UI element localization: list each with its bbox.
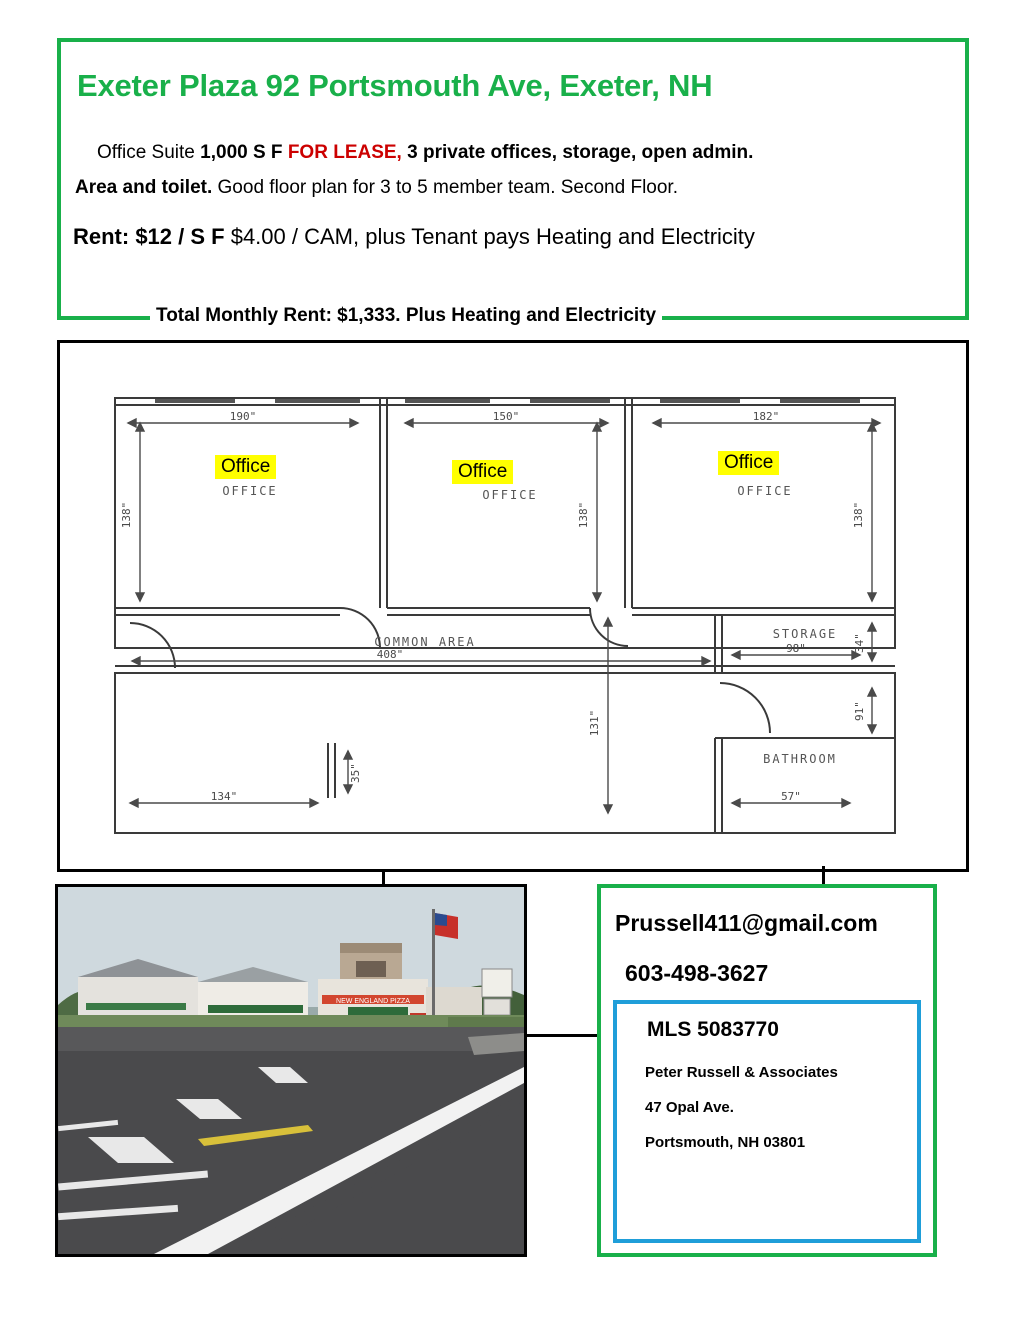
svg-text:NEW ENGLAND PIZZA: NEW ENGLAND PIZZA [336, 998, 410, 1005]
svg-text:91": 91" [853, 701, 866, 721]
features-text: 3 private offices, storage, open admin. [401, 142, 754, 163]
office-highlight-1: Office [215, 455, 276, 479]
connector-line-vertical-right [822, 866, 825, 886]
svg-text:34": 34" [853, 633, 866, 653]
svg-text:98": 98" [786, 642, 806, 655]
floor-plan-note: Good floor plan for 3 to 5 member team. Second Floor. [212, 177, 678, 198]
mls-number: MLS 5083770 [647, 1018, 779, 1041]
square-footage-value: 1,000 S F [200, 142, 288, 163]
svg-text:STORAGE: STORAGE [772, 627, 838, 641]
svg-text:190": 190" [229, 410, 257, 423]
property-photo-image [58, 887, 524, 1254]
cam-note: $4.00 / CAM, plus Tenant pays Heating and Electricity [224, 224, 755, 249]
svg-text:131": 131" [588, 709, 601, 737]
contact-phone[interactable]: 603-498-3627 [625, 960, 769, 986]
svg-text:408": 408" [376, 648, 404, 661]
total-monthly-rent: Total Monthly Rent: $1,333. Plus Heating and Electricity [150, 305, 662, 327]
contact-panel [597, 884, 937, 1257]
svg-text:35": 35" [349, 763, 362, 783]
svg-text:COMMON AREA: COMMON AREA [374, 635, 476, 649]
office-highlight-2: Office [452, 460, 513, 484]
svg-text:182": 182" [752, 410, 780, 423]
connector-line-horizontal [527, 1034, 603, 1037]
svg-text:OFFICE: OFFICE [222, 484, 278, 498]
floor-plan-panel [57, 340, 969, 872]
listing-rent-line [73, 224, 755, 250]
for-lease-badge: FOR LEASE, [287, 142, 402, 163]
broker-street: 47 Opal Ave. [645, 1099, 734, 1116]
floor-plan-drawing [60, 343, 966, 869]
svg-text:150": 150" [492, 410, 520, 423]
area-toilet-text: Area and toilet. [75, 177, 213, 198]
mls-info-box [613, 1000, 921, 1243]
office-highlight-3: Office [718, 451, 779, 475]
broker-city: Portsmouth, NH 03801 [645, 1134, 806, 1151]
contact-email[interactable]: Prussell411@gmail.com [615, 910, 878, 936]
property-photo [55, 884, 527, 1257]
listing-summary-line-1 [97, 142, 753, 164]
svg-text:57": 57" [781, 790, 801, 803]
svg-text:OFFICE: OFFICE [482, 488, 538, 502]
page-title: Exeter Plaza 92 Portsmouth Ave, Exeter, NH [77, 68, 713, 103]
svg-text:138": 138" [852, 501, 865, 529]
office-suite-label: Office Suite [97, 142, 201, 163]
listing-header-panel [57, 38, 969, 320]
svg-text:BATHROOM: BATHROOM [763, 752, 837, 766]
rent-rate-value: Rent: $12 / S F [73, 224, 225, 249]
svg-text:138": 138" [120, 501, 133, 529]
listing-summary-line-2 [75, 177, 678, 199]
svg-text:OFFICE: OFFICE [737, 484, 793, 498]
broker-company: Peter Russell & Associates [645, 1064, 838, 1081]
svg-text:138": 138" [577, 501, 590, 529]
svg-text:134": 134" [210, 790, 238, 803]
